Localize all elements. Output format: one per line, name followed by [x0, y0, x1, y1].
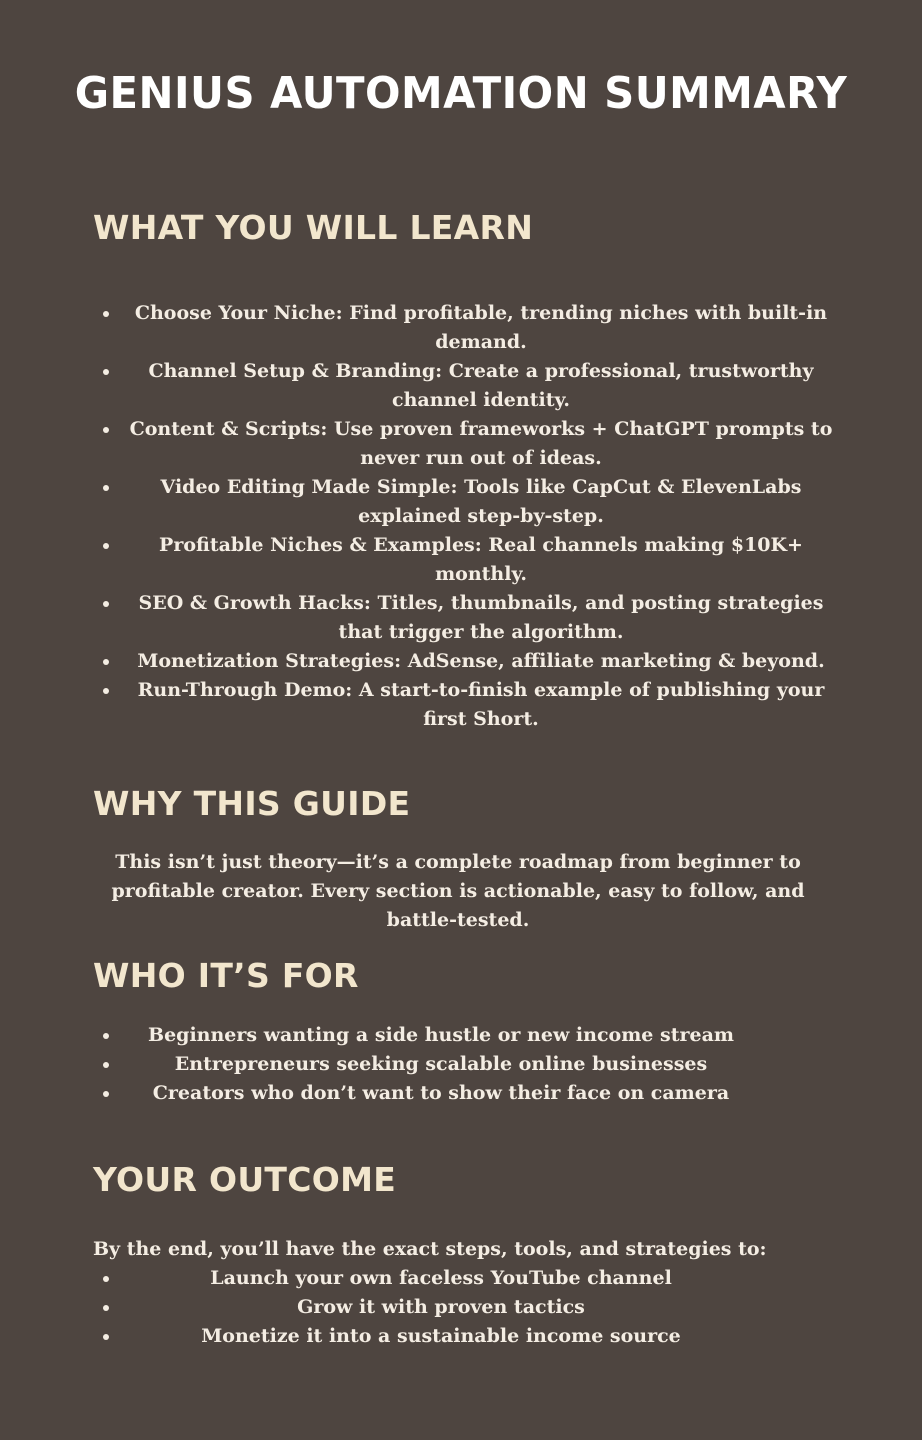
who-list [93, 1021, 753, 1108]
list-item: Grow it with proven tactics [93, 1293, 753, 1322]
outcome-heading: YOUR OUTCOME [93, 1160, 397, 1199]
list-item: Beginners wanting a side hustle or new income stream [93, 1021, 753, 1050]
list-item: Video Editing Made Simple: Tools like CapCut & ElevenLabs explained step-by-step. [93, 473, 833, 531]
learn-list [93, 299, 833, 734]
list-item: Profitable Niches & Examples: Real channels making $10K+ monthly. [93, 531, 833, 589]
learn-heading: WHAT YOU WILL LEARN [93, 208, 534, 247]
why-heading: WHY THIS GUIDE [93, 784, 411, 823]
list-item: Monetize it into a sustainable income source [93, 1322, 753, 1351]
list-item: Run-Through Demo: A start-to-finish example of publishing your first Short. [93, 676, 833, 734]
list-item: Entrepreneurs seeking scalable online businesses [93, 1050, 753, 1079]
who-heading: WHO IT’S FOR [93, 956, 359, 995]
list-item: Content & Scripts: Use proven frameworks + ChatGPT prompts to never run out of ideas. [93, 415, 833, 473]
list-item: Creators who don’t want to show their face on camera [93, 1079, 753, 1108]
outcome-list [93, 1264, 753, 1351]
list-item: Launch your own faceless YouTube channel [93, 1264, 753, 1293]
outcome-intro: By the end, you’ll have the exact steps, tools, and strategies to: [93, 1238, 767, 1260]
why-paragraph: This isn’t just theory—it’s a complete roadmap from beginner to profitable creator. Every section is actionable, easy to follow, and battle-tested. [111, 851, 805, 931]
page-title: GENIUS AUTOMATION SUMMARY [74, 68, 848, 119]
list-item: SEO & Growth Hacks: Titles, thumbnails, and posting strategies that trigger the algorithm. [93, 589, 833, 647]
list-item: Choose Your Niche: Find profitable, trending niches with built-in demand. [93, 299, 833, 357]
list-item: Monetization Strategies: AdSense, affiliate marketing & beyond. [93, 647, 833, 676]
list-item: Channel Setup & Branding: Create a professional, trustworthy channel identity. [93, 357, 833, 415]
